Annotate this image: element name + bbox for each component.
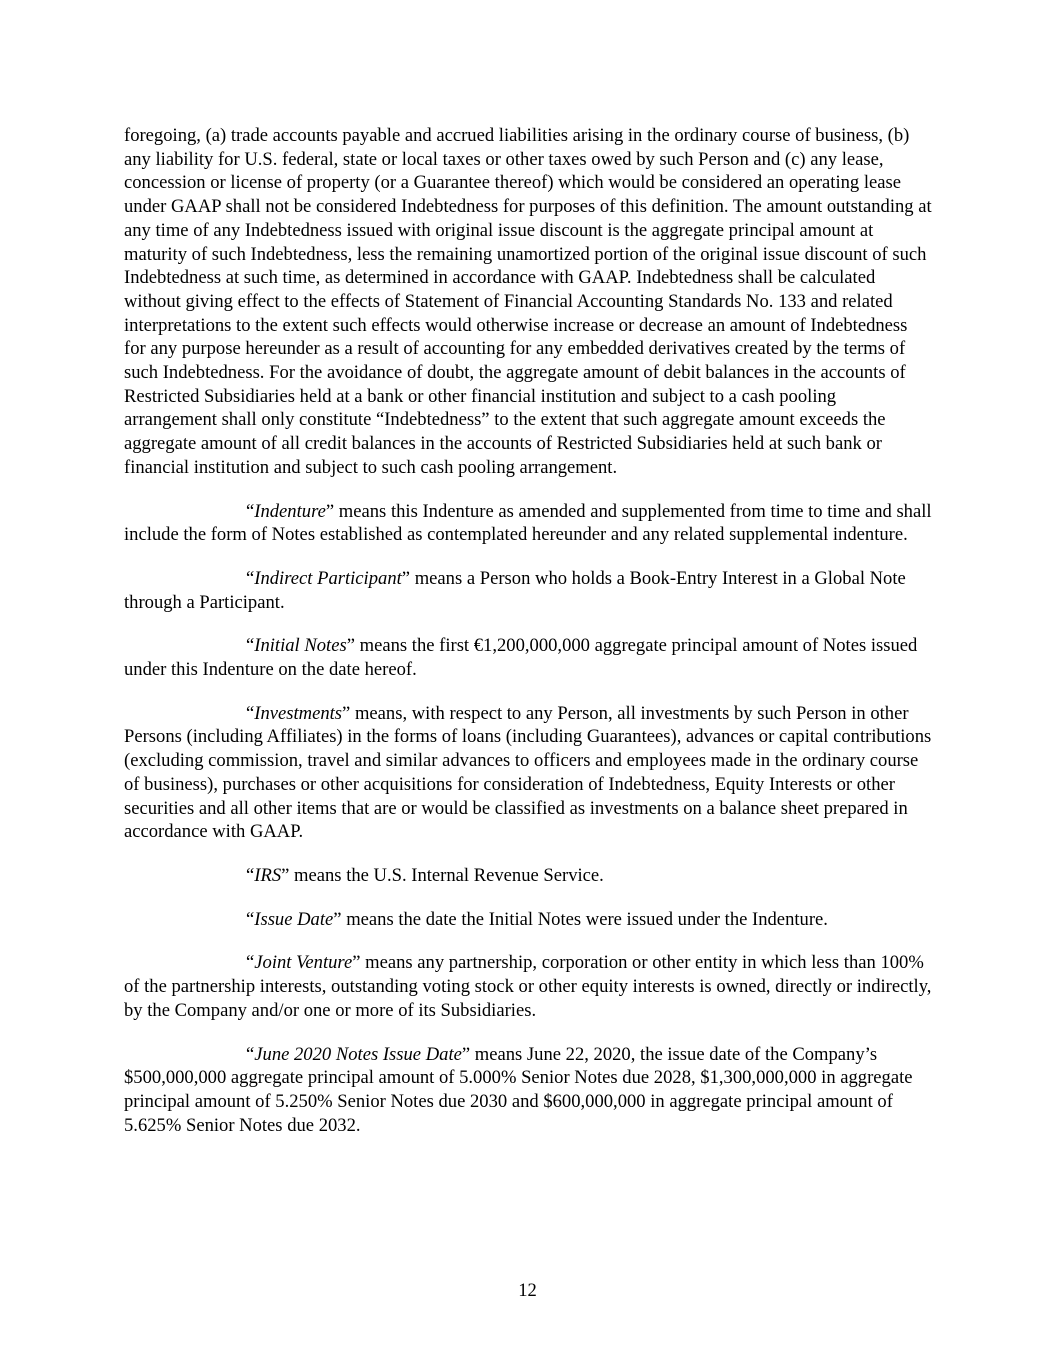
close-quote: ” (281, 864, 290, 886)
page-number: 12 (518, 1280, 537, 1301)
definition-initial-notes (124, 634, 932, 681)
close-quote: ” (333, 908, 342, 930)
open-quote: “ (246, 500, 255, 522)
definition-issue-date (124, 908, 932, 932)
defined-term: Indirect Participant (254, 567, 402, 589)
definition-indirect-participant (124, 567, 932, 614)
definition-joint-venture (124, 951, 932, 1022)
definition-body: means the first €1,200,000,000 aggregate principal amount of Notes issued under this Indenture on the date hereof. (124, 635, 918, 681)
continuation-paragraph: foregoing, (a) trade accounts payable and accrued liabilities arising in the ordinary course of business, (b) any liability for U.S. federal, state or local taxes or other taxes owed by such Person and (c) any lease, concession or license of property (or a Guarantee thereof) which would be considered an operating lease under GAAP shall not be considered Indebtedness for purposes of this definition. The amount outstanding at any time of any Indebtedness issued with original issue discount is the aggregate principal amount at maturity of such Indebtedness, less the remaining unamortized portion of the original issue discount of such Indebtedness at such time, as determined in accordance with GAAP. Indebtedness shall be calculated without giving effect to the effects of Statement of Financial Accounting Standards No. 133 and related interpretations to the extent such effects would otherwise increase or decrease an amount of Indebtedness for any purpose hereunder as a result of accounting for any embedded derivatives created by the terms of such Indebtedness. For the avoidance of doubt, the aggregate amount of debit balances in the accounts of Restricted Subsidiaries held at a bank or other financial institution and subject to a cash pooling arrangement shall only constitute “Indebtedness” to the extent that such aggregate amount exceeds the aggregate amount of all credit balances in the accounts of Restricted Subsidiaries held at such bank or financial institution and subject to such cash pooling arrangement. (124, 125, 932, 478)
close-quote: ” (346, 635, 355, 657)
open-quote: “ (246, 908, 255, 930)
definition-indenture (124, 500, 932, 547)
defined-term: Joint Venture (254, 952, 353, 974)
defined-term: Initial Notes (254, 635, 347, 657)
definition-body: means any partnership, corporation or other entity in which less than 100% of the partnership interests, outstanding voting stock or other equity interests is owned, directly or indirectly, by the Company and/or one or more of its Subsidiaries. (124, 952, 932, 1021)
open-quote: “ (246, 567, 255, 589)
close-quote: ” (401, 567, 411, 589)
close-quote: ” (461, 1043, 471, 1065)
definition-irs (124, 864, 932, 888)
open-quote: “ (246, 702, 255, 724)
close-quote: ” (352, 952, 361, 974)
definition-body: means a Person who holds a Book-Entry Interest in a Global Note through a Participant. (124, 567, 906, 613)
defined-term: IRS (254, 864, 282, 886)
definition-investments (124, 702, 932, 844)
defined-term: Investments (254, 702, 343, 724)
defined-term: June 2020 Notes Issue Date (254, 1043, 462, 1065)
open-quote: “ (246, 952, 255, 974)
defined-term: Issue Date (254, 908, 334, 930)
open-quote: “ (246, 1043, 255, 1065)
open-quote: “ (246, 635, 255, 657)
definition-body: means the date the Initial Notes were issued under the Indenture. (341, 908, 828, 930)
definition-body: means the U.S. Internal Revenue Service. (289, 864, 604, 886)
close-quote: ” (325, 500, 335, 522)
document-page (124, 124, 932, 1157)
close-quote: ” (342, 702, 351, 724)
open-quote: “ (246, 864, 255, 886)
definition-june-2020-notes-issue-date (124, 1043, 932, 1138)
definition-body: means, with respect to any Person, all investments by such Person in other Persons (including Affiliates) in the forms of loans (including Guarantees), advances or capital contributions (excluding commission, travel and similar advances to officers and employees made in the ordinary course of business), purchases or other acquisitions for consideration of Indebtedness, Equity Interests or other securities and all other items that are or would be classified as investments on a balance sheet prepared in accordance with GAAP. (124, 702, 932, 843)
definition-body: means June 22, 2020, the issue date of the Company’s $500,000,000 aggregate principal amount of 5.000% Senior Notes due 2028, $1,300,000,000 in aggregate principal amount of 5.250% Senior Notes due 2030 and $600,000,000 in aggregate principal amount of 5.625% Senior Notes due 2032. (124, 1043, 913, 1136)
definition-body: means this Indenture as amended and supplemented from time to time and shall include the form of Notes established as contemplated hereunder and any related supplemental indenture. (124, 500, 932, 546)
defined-term: Indenture (254, 500, 326, 522)
